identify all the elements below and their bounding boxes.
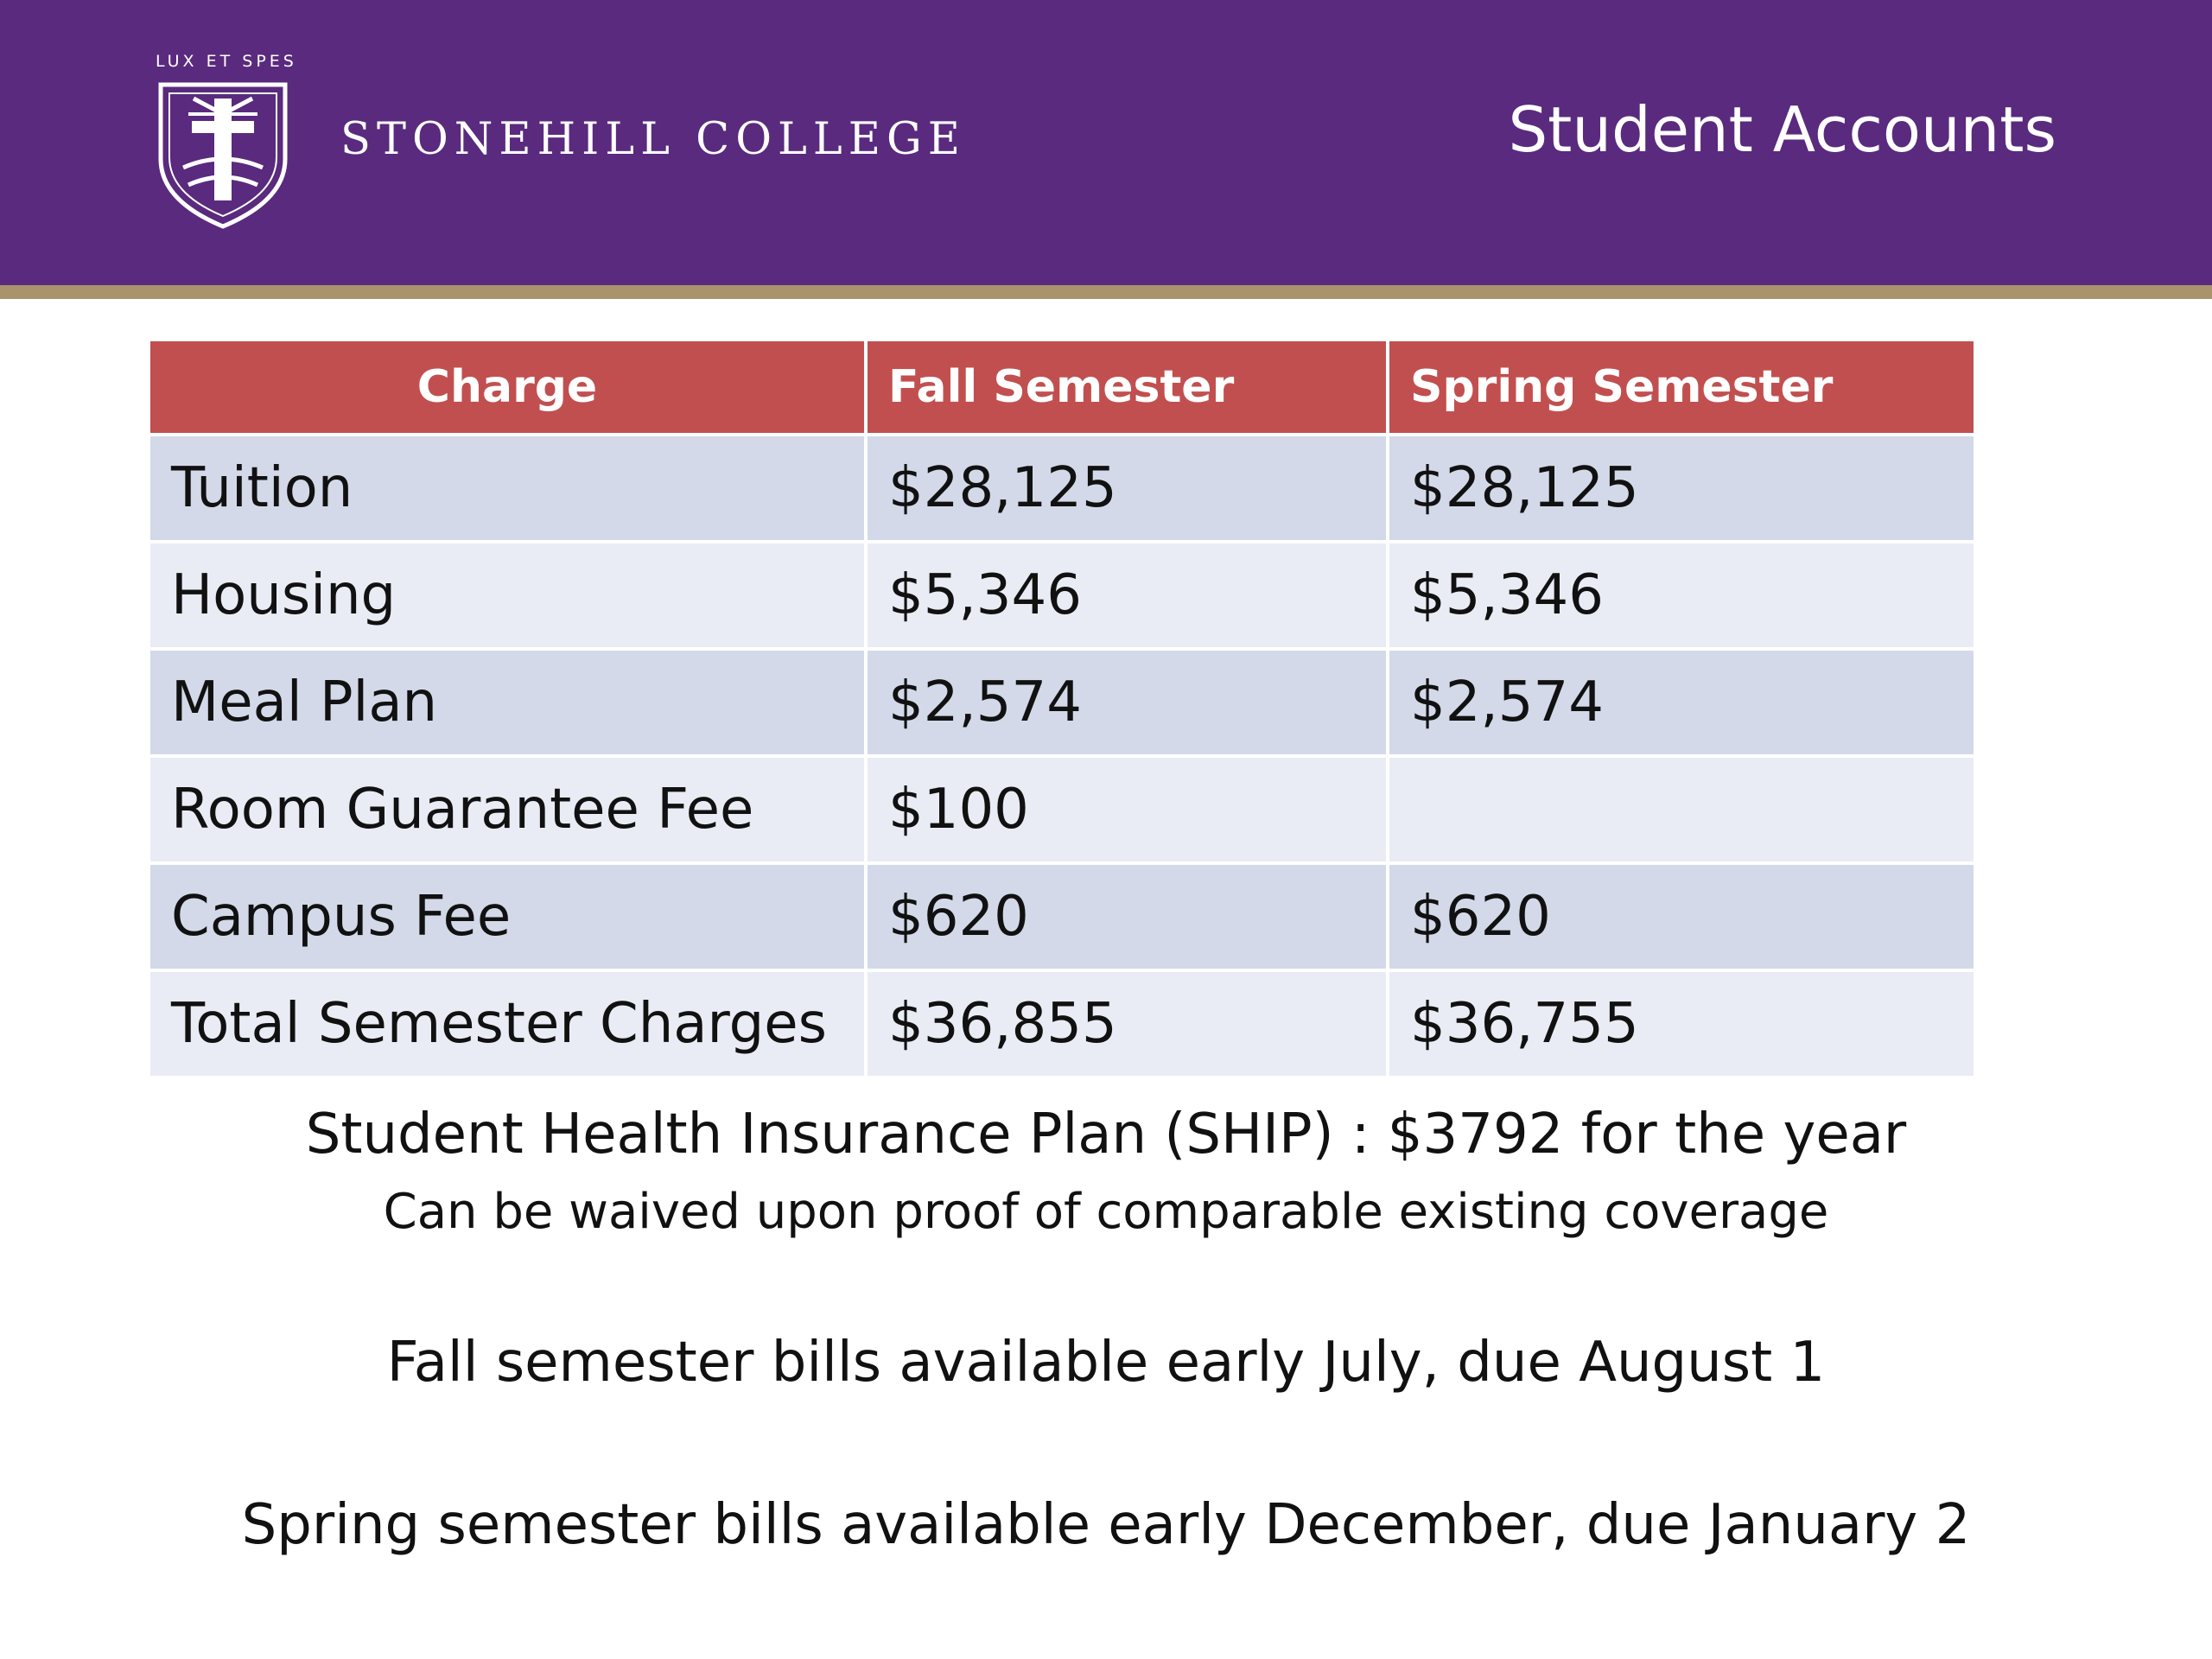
fall-amount-cell: $100 bbox=[866, 756, 1388, 863]
charge-cell: Total Semester Charges bbox=[149, 970, 866, 1077]
charge-cell: Housing bbox=[149, 542, 866, 649]
fall-amount-cell: $2,574 bbox=[866, 649, 1388, 756]
spring-amount-cell: $2,574 bbox=[1388, 649, 1975, 756]
header-banner bbox=[0, 0, 2212, 285]
table-row bbox=[149, 863, 1975, 970]
table-row bbox=[149, 542, 1975, 649]
spring-amount-cell: $620 bbox=[1388, 863, 1975, 970]
fall-amount-cell: $620 bbox=[866, 863, 1388, 970]
column-header-fall: Fall Semester bbox=[866, 340, 1388, 435]
column-header-charge: Charge bbox=[149, 340, 866, 435]
college-name: STONEHILL COLLEGE bbox=[340, 114, 966, 165]
fall-billing-note: Fall semester bills available early July, due August 1 bbox=[386, 1331, 1826, 1395]
spring-amount-cell bbox=[1388, 756, 1975, 863]
spring-billing-note: Spring semester bills available early December, due January 2 bbox=[241, 1493, 1971, 1557]
charge-cell: Tuition bbox=[149, 435, 866, 542]
table-header-row bbox=[149, 340, 1975, 435]
spring-amount-cell: $36,755 bbox=[1388, 970, 1975, 1077]
table-row-total bbox=[149, 970, 1975, 1077]
fall-amount-cell: $5,346 bbox=[866, 542, 1388, 649]
ship-waiver-note: Can be waived upon proof of comparable existing coverage bbox=[383, 1184, 1829, 1240]
charge-cell: Room Guarantee Fee bbox=[149, 756, 866, 863]
table-row bbox=[149, 435, 1975, 542]
fall-amount-cell: $36,855 bbox=[866, 970, 1388, 1077]
charges-table bbox=[147, 338, 1977, 1079]
shield-cross-icon bbox=[154, 79, 292, 232]
college-motto: LUX ET SPES bbox=[156, 52, 297, 71]
ship-note: Student Health Insurance Plan (SHIP) : $3792 for the year bbox=[305, 1103, 1907, 1166]
column-header-spring: Spring Semester bbox=[1388, 340, 1975, 435]
spring-amount-cell: $28,125 bbox=[1388, 435, 1975, 542]
table-row bbox=[149, 756, 1975, 863]
charge-cell: Meal Plan bbox=[149, 649, 866, 756]
fall-amount-cell: $28,125 bbox=[866, 435, 1388, 542]
charge-cell: Campus Fee bbox=[149, 863, 866, 970]
accent-divider bbox=[0, 285, 2212, 299]
table-row bbox=[149, 649, 1975, 756]
spring-amount-cell: $5,346 bbox=[1388, 542, 1975, 649]
page-title: Student Accounts bbox=[1508, 93, 2056, 166]
